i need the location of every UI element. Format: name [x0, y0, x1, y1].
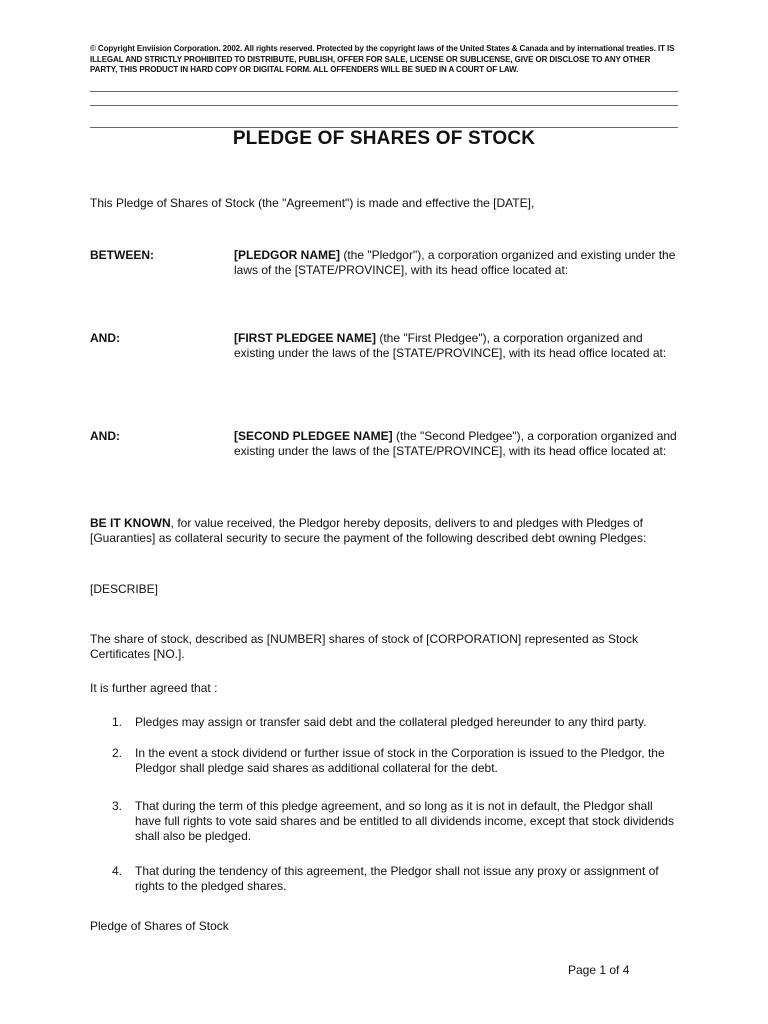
header-rule: [90, 105, 678, 106]
be-it-known-text: , for value received, the Pledgor hereby deposits, delivers to and pledges with Pledges of [Guaranties] as collateral security to secure the payment of the following described debt owning Pledges:: [90, 516, 647, 545]
party-name: [SECOND PLEDGEE NAME]: [234, 429, 393, 443]
party-label: AND:: [90, 429, 120, 443]
list-text: In the event a stock dividend or further issue of stock in the Corporation is issued to the Pledgor, the Pledgor shall pledge said shares as additional collateral for the debt.: [135, 746, 665, 775]
party-label: BETWEEN:: [90, 248, 154, 262]
party-label: AND:: [90, 331, 120, 345]
be-it-known-paragraph: [90, 516, 680, 546]
describe-placeholder: [DESCRIBE]: [90, 582, 159, 596]
header-rule: [90, 91, 678, 92]
party-description: [234, 248, 680, 278]
party-description: [234, 429, 680, 459]
party-details: (the "First Pledgee"), a corporation organized and existing under the laws of the [STATE/PROVINCE], with its head office located at:: [234, 331, 667, 360]
party-details: (the "Second Pledgee"), a corporation organized and existing under the laws of the [STATE/PROVINCE], with its head office located at:: [234, 429, 677, 458]
copyright-notice: © Copyright Enviision Corporation. 2002. All rights reserved. Protected by the copyright laws of the United States & Canada and by international treaties. IT IS ILLEGAL AND STRICTLY PROHIBITED TO DISTRIBUTE, PUBLISH, OFFER FOR SALE, LICENSE OR SUBLICENSE, GIVE OR DISCLOSE TO ANY OTHER PARTY, THIS PRODUCT IN HARD COPY OR DIGITAL FORM. ALL OFFENDERS WILL BE SUED IN A COURT OF LAW.: [90, 44, 675, 74]
list-number: 1.: [112, 715, 123, 729]
list-number: 4.: [112, 864, 123, 878]
share-paragraph: The share of stock, described as [NUMBER] shares of stock of [CORPORATION] represented as Stock Certificates [NO.].: [90, 632, 638, 661]
document-title: PLEDGE OF SHARES OF STOCK: [232, 128, 536, 149]
list-number: 2.: [112, 746, 123, 760]
party-details: (the "Pledgor"), a corporation organized and existing under the laws of the [STATE/PROVINCE], with its head office located at:: [234, 248, 676, 277]
list-text: That during the tendency of this agreement, the Pledgor shall not issue any proxy or assignment of rights to the pledged shares.: [135, 864, 659, 893]
further-agreed-paragraph: It is further agreed that :: [90, 681, 218, 695]
page-number: Page 1 of 4: [568, 963, 630, 977]
party-name: [FIRST PLEDGEE NAME]: [234, 331, 377, 345]
footer-document-name: Pledge of Shares of Stock: [90, 919, 229, 933]
be-it-known-heading: BE IT KNOWN: [90, 516, 171, 530]
list-text: Pledges may assign or transfer said debt and the collateral pledged hereunder to any third party.: [135, 715, 647, 729]
party-description: [234, 331, 680, 361]
intro-paragraph: This Pledge of Shares of Stock (the "Agreement") is made and effective the [DATE],: [90, 196, 535, 210]
list-number: 3.: [112, 799, 123, 813]
party-name: [PLEDGOR NAME]: [234, 248, 340, 262]
list-text: That during the term of this pledge agreement, and so long as it is not in default, the Pledgor shall have full rights to vote said shares and be entitled to all dividends income, except that stock dividends shall also be pledged.: [135, 799, 674, 843]
